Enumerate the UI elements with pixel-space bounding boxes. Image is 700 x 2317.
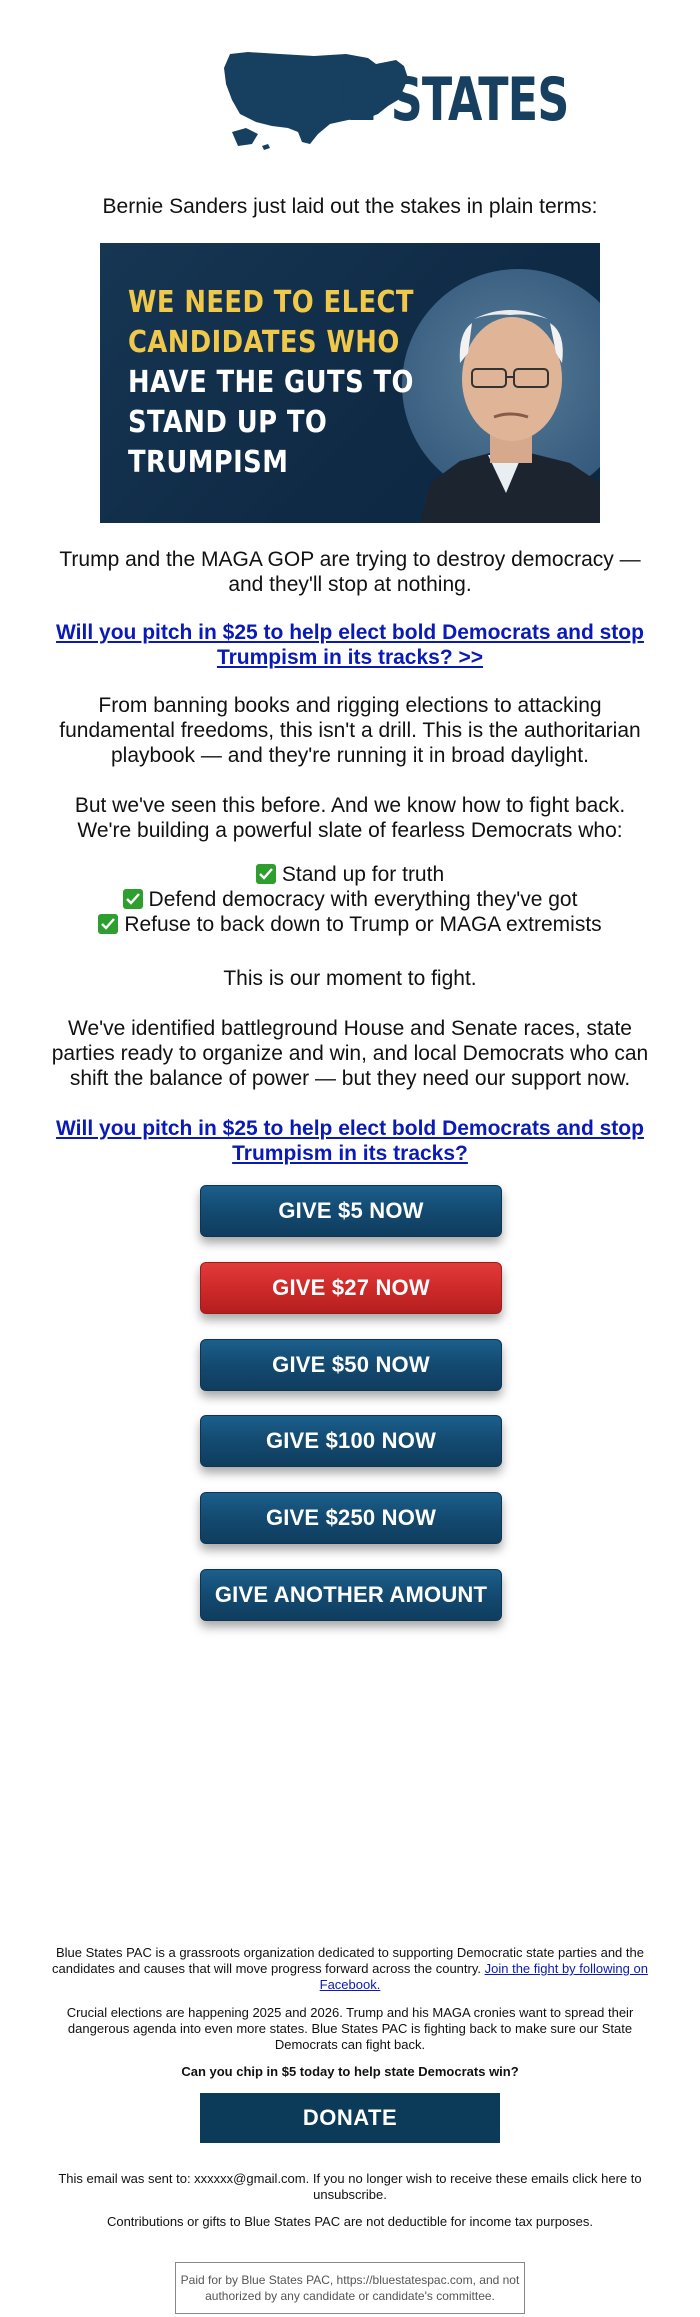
donate-link-1[interactable]: [48, 620, 652, 670]
para-playbook: From banning books and rigging elections to attacking fundamental freedoms, this isn't a drill. This is the authoritarian playbook — and they're running it in broad daylight.: [59, 694, 641, 767]
para-moment: This is our moment to fight.: [223, 967, 477, 990]
facebook-link[interactable]: Join the fight by following on Facebook.: [319, 1961, 648, 1992]
footer-about: [50, 1945, 650, 1993]
blue-states-logo[interactable]: [218, 48, 569, 158]
hero-line-4: STAND UP TO: [128, 405, 328, 440]
give-250-button[interactable]: GIVE $250 NOW: [200, 1492, 502, 1544]
footer-elections: Crucial elections are happening 2025 and 2026. Trump and his MAGA cronies want to spread their dangerous agenda into even more states. Blue States PAC is fighting back to make sure our State Democrats can fight back.: [66, 2005, 634, 2052]
donate-link-2-text[interactable]: Will you pitch in $25 to help elect bold Democrats and stop Trumpism in its tracks?: [56, 1117, 644, 1165]
footer-about-text: Blue States PAC is a grassroots organization dedicated to supporting Democratic state parties and the candidates and causes that will move progress forward across the country.: [52, 1945, 644, 1976]
para-battleground: We've identified battleground House and Senate races, state parties ready to organize and win, and local Democrats who can shift the balance of power — but they need our support now.: [51, 1017, 649, 1090]
give-27-button[interactable]: GIVE $27 NOW: [200, 1262, 502, 1314]
checklist: [48, 862, 652, 937]
hero-banner[interactable]: [100, 243, 600, 523]
para-fight-back: But we've seen this before. And we know how to fight back. We're building a powerful slate of fearless Democrats who:: [74, 794, 626, 842]
hero-line-1: WE NEED TO ELECT: [128, 285, 414, 320]
give-50-button[interactable]: GIVE $50 NOW: [200, 1339, 502, 1391]
footer-sent-to: [50, 2171, 650, 2203]
check-mark-icon: [256, 864, 276, 884]
bernie-sanders-portrait: [410, 283, 600, 523]
logo-text: BLUE STATES: [252, 65, 569, 135]
checklist-item-label: Defend democracy with everything they've got: [148, 888, 578, 911]
checklist-item: [48, 862, 652, 887]
paid-for-disclaimer: Paid for by Blue States PAC, https://bluestatespac.com, and not authorized by any candidate or candidate's committee.: [175, 2262, 525, 2314]
checklist-item: [48, 912, 652, 937]
donate-link-1-text[interactable]: Will you pitch in $25 to help elect bold Democrats and stop Trumpism in its tracks? >>: [56, 621, 644, 669]
hero-line-3: HAVE THE GUTS TO: [128, 365, 414, 400]
checklist-item: [48, 887, 652, 912]
give-5-button[interactable]: GIVE $5 NOW: [200, 1185, 502, 1237]
para-maga: Trump and the MAGA GOP are trying to destroy democracy — and they'll stop at nothing.: [59, 548, 641, 596]
give-100-button[interactable]: GIVE $100 NOW: [200, 1415, 502, 1467]
checklist-item-label: Stand up for truth: [281, 863, 445, 886]
footer-tax: Contributions or gifts to Blue States PAC are not deductible for income tax purposes.: [106, 2214, 594, 2229]
check-mark-icon: [123, 889, 143, 909]
footer-ask: Can you chip in $5 today to help state Democrats win?: [181, 2064, 519, 2079]
donate-button[interactable]: DONATE: [200, 2093, 500, 2143]
check-mark-icon: [98, 914, 118, 934]
intro-text: Bernie Sanders just laid out the stakes in plain terms:: [102, 195, 598, 218]
checklist-item-label: Refuse to back down to Trump or MAGA extremists: [124, 913, 602, 936]
footer-sent-to-text[interactable]: This email was sent to: xxxxxx@gmail.com. If you no longer wish to receive these emails click here to unsubscribe.: [58, 2171, 642, 2202]
hero-line-5: TRUMPISM: [128, 445, 289, 480]
donate-link-2[interactable]: [48, 1116, 652, 1166]
hero-line-2: CANDIDATES WHO: [128, 325, 400, 360]
give-another-amount-button[interactable]: GIVE ANOTHER AMOUNT: [200, 1569, 502, 1621]
